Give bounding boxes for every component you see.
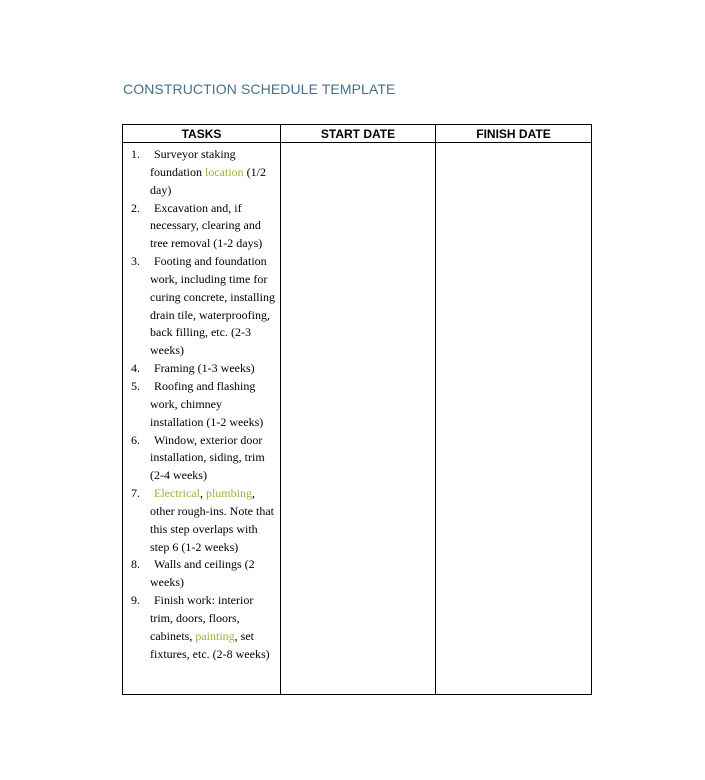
list-item: [123, 146, 280, 200]
task-number: 8.: [131, 557, 140, 572]
task-number: 4.: [131, 361, 140, 376]
task-text-segment: Window, exterior door installation, siding, trim (2-4 weeks): [150, 432, 265, 483]
task-number: 2.: [131, 200, 140, 215]
schedule-table: [122, 124, 592, 695]
list-item: [123, 556, 280, 592]
task-text-segment: Excavation and, if necessary, clearing and tree removal (1-2 days): [150, 200, 263, 251]
task-text: [150, 146, 278, 200]
task-text: [150, 432, 278, 486]
highlighted-keyword: location: [205, 164, 244, 179]
task-number: 5.: [131, 378, 140, 393]
list-item: [123, 360, 280, 378]
task-text-segment: Walls and ceilings (2 weeks): [150, 557, 255, 590]
task-number: 7.: [131, 486, 140, 501]
task-text: [150, 485, 278, 556]
task-text: [150, 253, 278, 360]
list-item: [123, 378, 280, 432]
task-text-segment: Surveyor staking foundation: [150, 147, 236, 179]
task-text-segment: Footing and foundation work, including time for curing concrete, installing drain tile, waterproofing, back filling, etc. (2-3 weeks): [150, 254, 275, 358]
task-text: [150, 360, 278, 378]
task-text: [150, 200, 278, 254]
list-item: [123, 432, 280, 486]
start-date-cell[interactable]: [281, 143, 436, 695]
table-row: [123, 143, 592, 695]
task-text-segment: Roofing and flashing work, chimney installation (1-2 weeks): [150, 378, 264, 429]
task-text: [150, 592, 278, 663]
list-item: [123, 200, 280, 254]
list-item: [123, 592, 280, 663]
task-text-segment: (1/2 day): [150, 164, 266, 197]
task-number: 6.: [131, 432, 140, 447]
task-text-segment: Finish work: interior trim, doors, floors, cabinets,: [150, 593, 254, 643]
finish-date-cell[interactable]: [436, 143, 592, 695]
task-text-segment: ,: [199, 486, 206, 501]
highlighted-keyword: painting: [195, 628, 235, 643]
task-number: 9.: [131, 593, 140, 608]
highlighted-keyword: plumbing: [205, 486, 252, 501]
start-date-column-header: START DATE: [281, 125, 436, 143]
task-text-segment: Framing (1-3 weeks): [154, 361, 255, 376]
task-text: [150, 556, 278, 592]
task-list: [123, 143, 280, 663]
list-item: [123, 485, 280, 556]
task-number: 3.: [131, 254, 140, 269]
task-text: [150, 378, 278, 432]
highlighted-keyword: Electrical: [154, 486, 200, 501]
tasks-cell: [123, 143, 281, 695]
task-text-segment: , set fixtures, etc. (2-8 weeks): [150, 628, 270, 661]
finish-date-column-header: FINISH DATE: [436, 125, 592, 143]
table-header-row: [123, 125, 592, 143]
page-title: CONSTRUCTION SCHEDULE TEMPLATE: [123, 81, 396, 97]
list-item: [123, 253, 280, 360]
task-text-segment: , other rough-ins. Note that this step overlaps with step 6 (1-2 weeks): [150, 486, 274, 554]
task-number: 1.: [131, 147, 140, 161]
tasks-column-header: TASKS: [123, 125, 281, 143]
